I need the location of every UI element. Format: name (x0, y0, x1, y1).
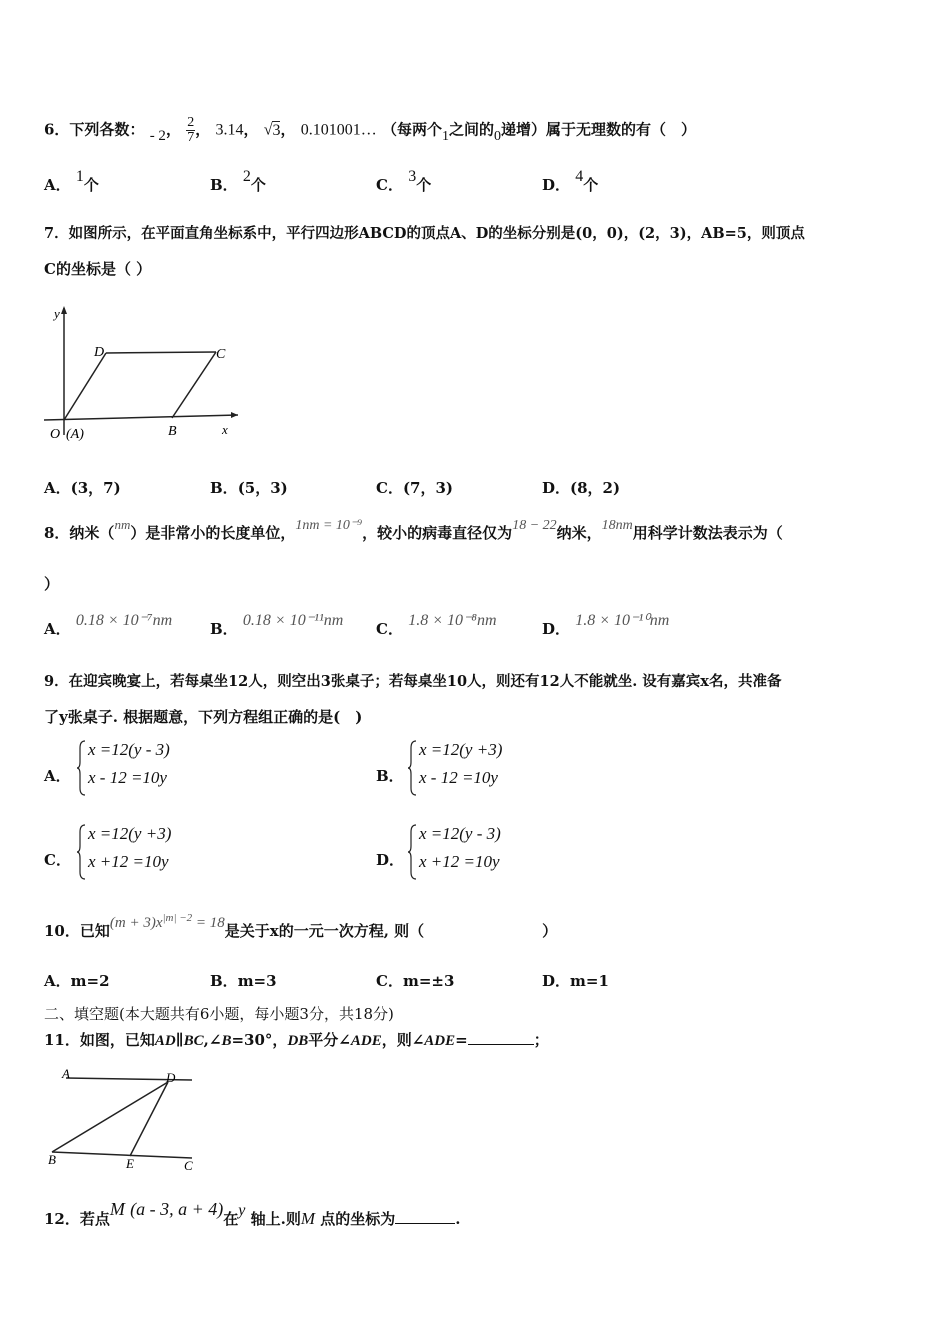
q10-option-b[interactable]: B．m=3 (210, 972, 277, 990)
q10-expr: $(m + 3)x^{|m| -2} = 18$ (109, 912, 225, 931)
q11-label-a: A (62, 1066, 70, 1081)
q9-stem-line2: 了y张桌子. 根据题意，下列方程组正确的是( ) (44, 708, 363, 726)
q7-side-ad (64, 353, 106, 420)
q8-close: ） (44, 575, 60, 593)
q11-label-b: B (48, 1152, 56, 1167)
q12-answer-blank[interactable] (395, 1211, 455, 1224)
q10-option-c[interactable]: C．m=±3 (376, 972, 455, 990)
q8-stem: 8．纳米（nm）是非常小的长度单位，1nm = 10⁻⁹，较小的病毒直径仅为18 − 22纳米，18nm用科学计数法表示为（ (44, 517, 783, 542)
q7-label-c: C (216, 347, 226, 362)
q7-label-x: x (222, 422, 228, 437)
q8-option-b[interactable]: B． 0.18 × 10⁻¹¹nm (210, 612, 344, 638)
q6-fraction: $\frac{2}{7}$ (187, 115, 195, 145)
q8-option-c[interactable]: C． 1.8 × 10⁻⁸nm (376, 612, 497, 638)
q8-eq: 1nm = 10⁻⁹ (295, 518, 363, 533)
q9-option-b-letter[interactable]: B． (376, 767, 404, 785)
q9-brace-a-icon (76, 740, 86, 796)
q8-option-a[interactable]: A． 0.18 × 10⁻⁷nm (44, 612, 173, 638)
q7-option-a[interactable]: A．(3，7) (44, 479, 121, 497)
q10-option-d[interactable]: D．m=1 (542, 972, 609, 990)
q7-parallelogram-figure (44, 300, 244, 450)
q9-option-a-letter[interactable]: A． (44, 767, 71, 785)
q9-option-d-letter[interactable]: D． (376, 851, 405, 869)
q6-stem: 6．下列各数： - 2， $\frac{2}{7}$ ， 3.14， √3， 0.101001… （每两个1之间的0递增）属于无理数的有（ ） (44, 115, 696, 145)
q7-label-o: O (50, 427, 61, 442)
q6-option-a[interactable]: A． 1个 (44, 168, 99, 194)
q11-label-d: D (166, 1070, 176, 1085)
q8-val: 18nm (601, 518, 633, 533)
q12-point: M (109, 1199, 125, 1219)
section2-title: 二、填空题(本大题共有6小题，每小题3分，共18分) (44, 1005, 394, 1023)
q7-stem-line1: 7．如图所示，在平面直角坐标系中，平行四边形ABCD的顶点A、D的坐标分别是(0，0)，(2，3)，AB=5，则顶点 (44, 225, 805, 242)
q7-option-d[interactable]: D．(8，2) (542, 479, 621, 497)
q6-num-neg2: - 2 (149, 127, 166, 144)
q6-option-c[interactable]: C． 3个 (376, 168, 432, 194)
q11-stem: 11．如图，已知AD∥BC,∠B=30°，DB平分∠ADE，则∠ADE= ； (44, 1031, 549, 1049)
q7-x-arrow-icon (231, 412, 238, 418)
q7-x-axis (44, 415, 238, 420)
q12-coords: (a - 3, a + 4) (130, 1199, 224, 1219)
q8-nm: nm (114, 517, 131, 532)
q7-label-b: B (168, 424, 177, 439)
q7-side-dc (106, 352, 216, 353)
q12-stem: 12．若点M (a - 3, a + 4)在y 轴上.则M 点的坐标为 . (44, 1199, 461, 1228)
q8-range: 18 − 22 (512, 518, 557, 533)
q7-y-arrow-icon (61, 306, 67, 314)
q6-sqrt: √3 (263, 121, 281, 139)
q6-option-d[interactable]: D． 4个 (542, 168, 599, 194)
q7-label-y: y (54, 306, 60, 321)
q6-num-314: 3.14 (215, 121, 244, 139)
q8-option-d[interactable]: D． 1.8 × 10⁻¹⁰nm (542, 612, 670, 638)
q6-note-one: 1 (441, 128, 449, 144)
q7-side-cb (172, 352, 216, 418)
q9-brace-c-icon (76, 824, 86, 880)
q7-label-d: D (94, 345, 105, 360)
q11-label-c: C (184, 1158, 193, 1173)
q6-note-zero: 0 (493, 128, 501, 144)
q11-label-e: E (126, 1156, 134, 1171)
q6-note-a: （每两个 (381, 120, 442, 139)
q9-option-c-letter[interactable]: C． (44, 851, 71, 869)
q6-note-c: 递增）属于无理数的有（ ） (500, 120, 696, 139)
q9-brace-b-icon (407, 740, 417, 796)
q9-brace-d-icon (407, 824, 417, 880)
q7-option-b[interactable]: B．(5，3) (210, 479, 288, 497)
q7-label-a: (A) (66, 427, 84, 442)
q6-note-b: 之间的 (448, 120, 494, 139)
q10-option-a[interactable]: A．m=2 (44, 972, 110, 990)
q6-num-decimal: 0.101001… (300, 121, 377, 139)
q11-answer-blank[interactable] (468, 1032, 534, 1045)
q10-stem: 10．已知$(m + 3)x^{|m| -2} = 18$是关于x的一元一次方程, 则（ ） (44, 912, 558, 940)
q11-figure (44, 1066, 214, 1176)
q7-option-c[interactable]: C．(7，3) (376, 479, 454, 497)
q11-line-bc (52, 1152, 192, 1158)
q6-option-b[interactable]: B． 2个 (210, 168, 266, 194)
q6-label: 6．下列各数： (44, 120, 145, 139)
q9-stem-line1: 9．在迎宾晚宴上，若每桌坐12人，则空出3张桌子；若每桌坐10人，则还有12人不能就坐. 设有嘉宾x名，共准备 (44, 673, 782, 690)
q7-stem-line2: C的坐标是（ ） (44, 260, 152, 278)
